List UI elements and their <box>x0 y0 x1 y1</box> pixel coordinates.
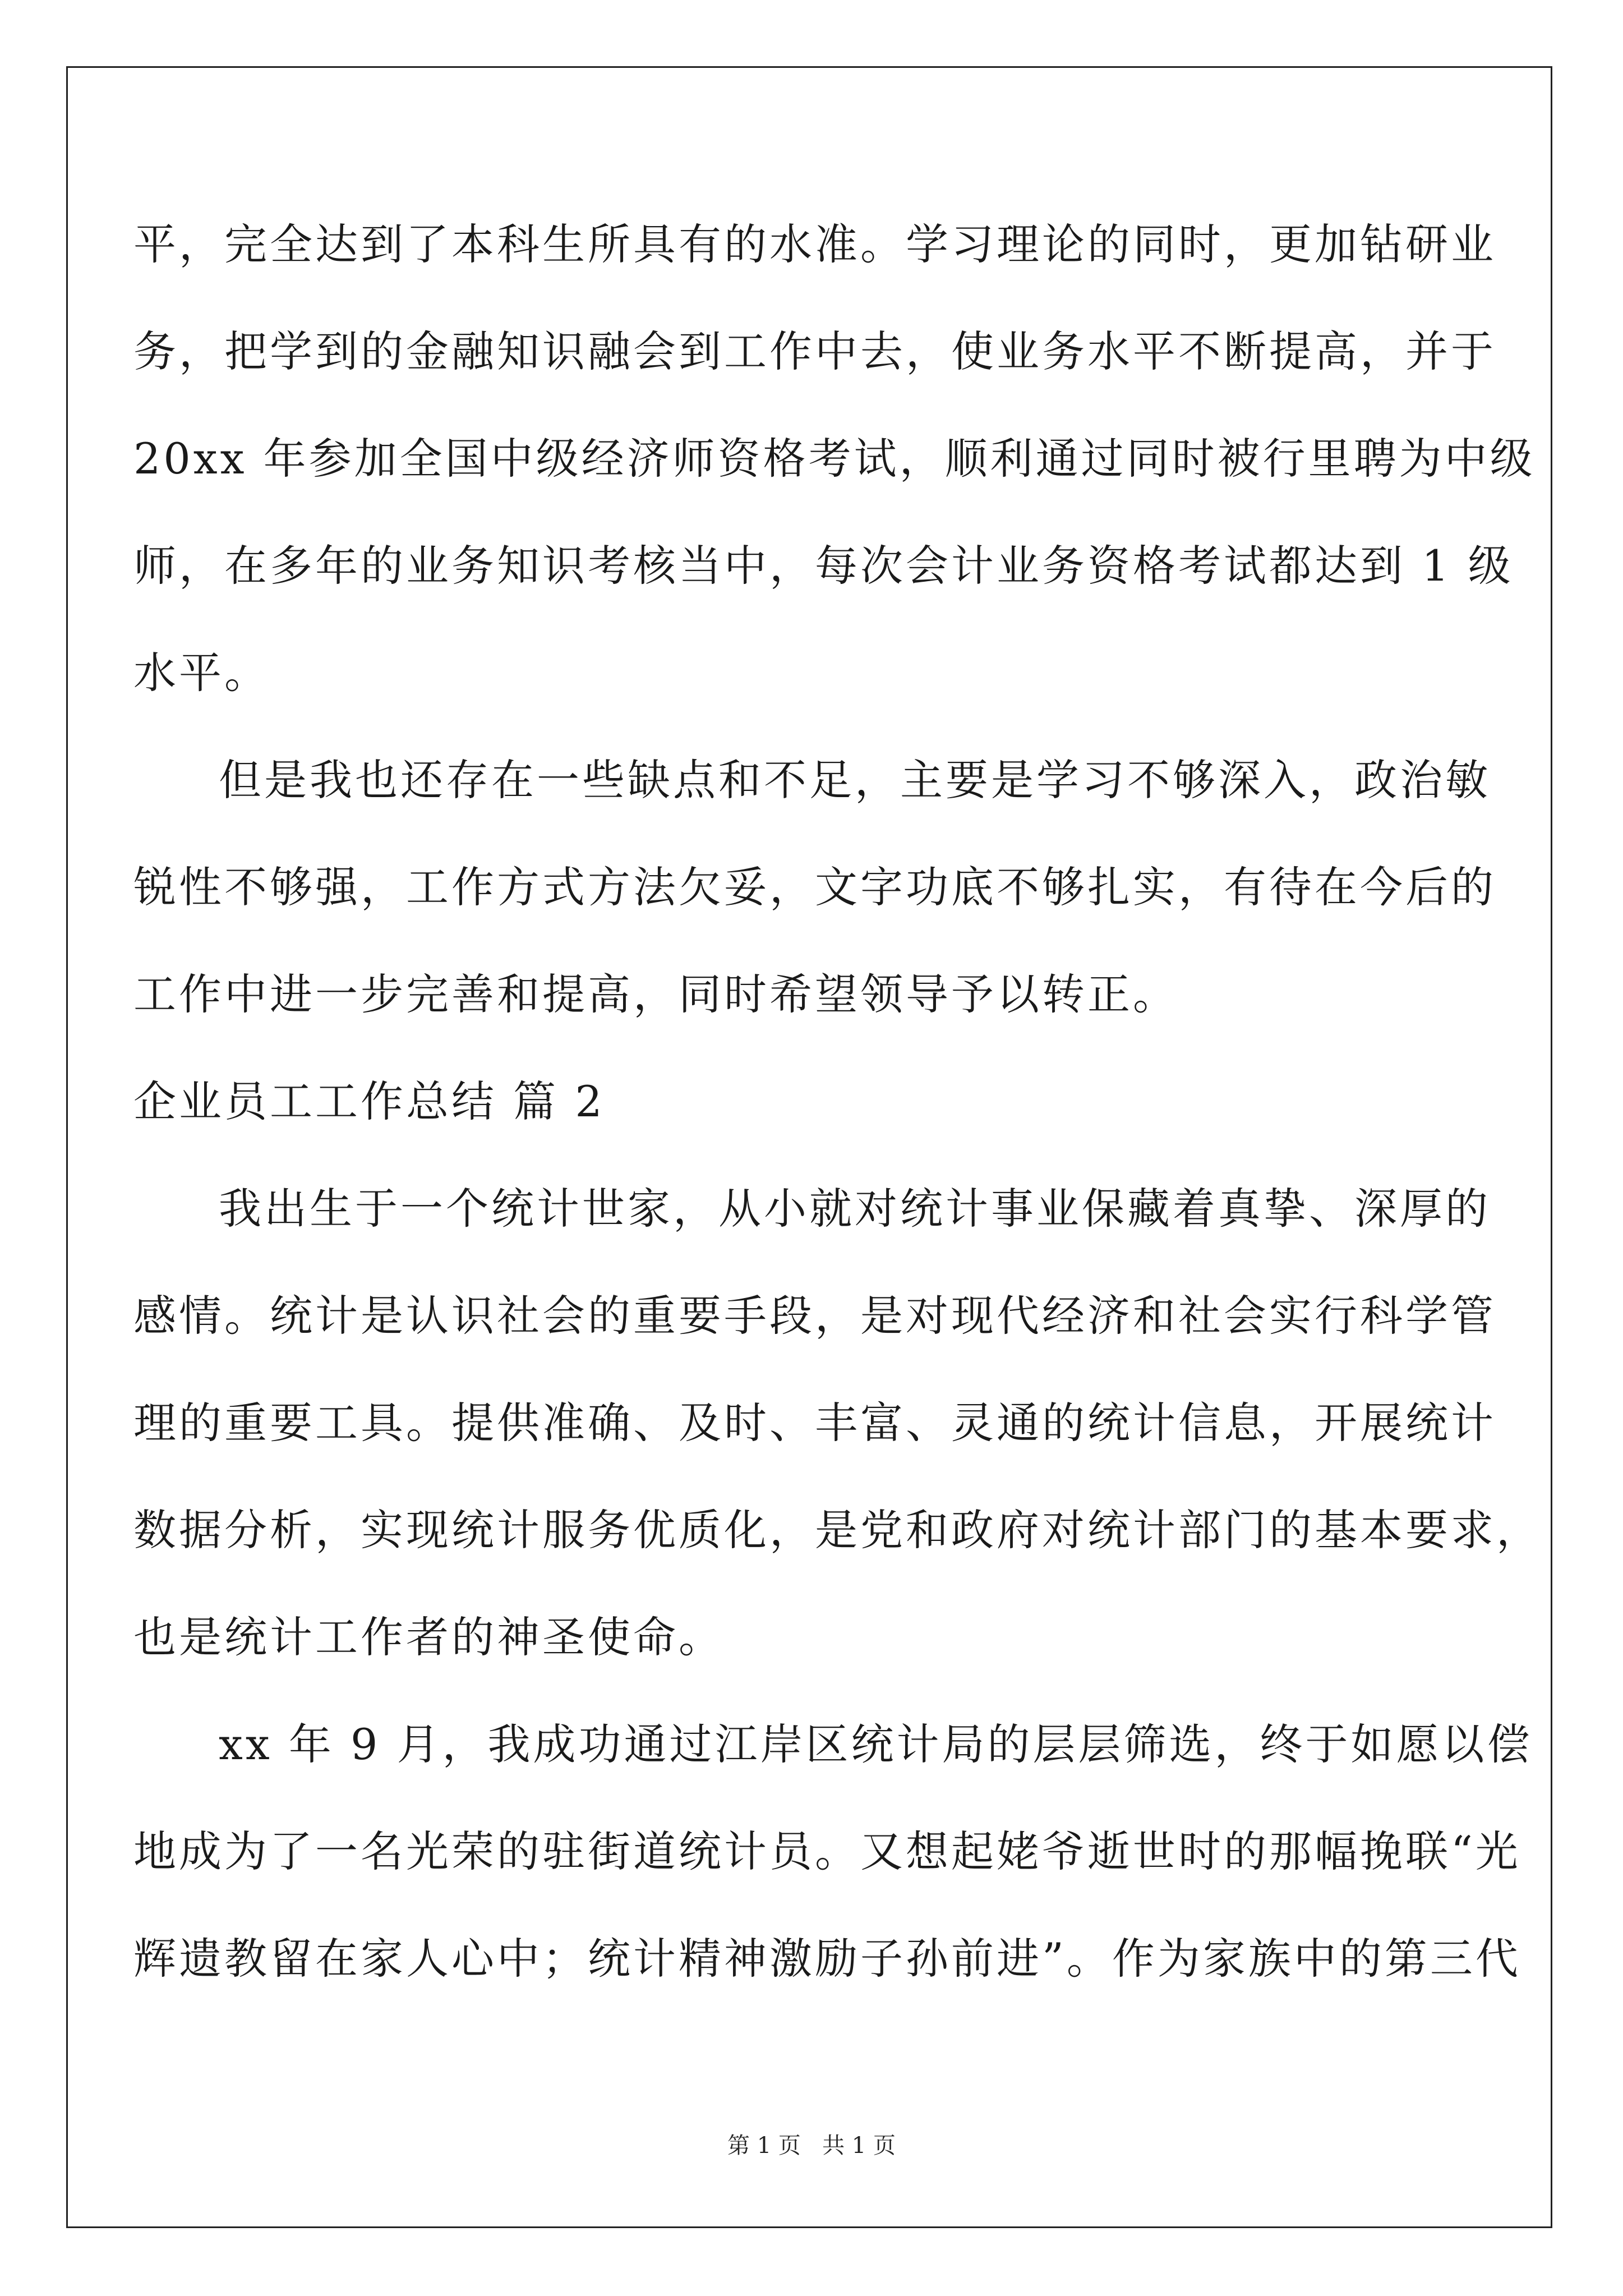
paragraph-first-line: xx 年 9 月，我成功通过江岸区统计局的层层筛选，终于如愿以偿 <box>219 1719 1533 1769</box>
text-line: 水平。 <box>133 648 270 698</box>
text-line: 感情。统计是认识社会的重要手段，是对现代经济和社会实行科学管 <box>133 1291 1496 1341</box>
text-line: 数据分析，实现统计服务优质化，是党和政府对统计部门的基本要求， <box>133 1505 1542 1555</box>
text-line: 工作中进一步完善和提高，同时希望领导予以转正。 <box>133 969 1178 1019</box>
text-line: 务，把学到的金融知识融会到工作中去，使业务水平不断提高，并于 <box>133 326 1496 376</box>
text-line: 理的重要工具。提供准确、及时、丰富、灵通的统计信息，开展统计 <box>133 1398 1496 1448</box>
text-line: 锐性不够强，工作方式方法欠妥，文字功底不够扎实，有待在今后的 <box>133 862 1496 912</box>
paragraph-first-line: 但是我也还存在一些缺点和不足，主要是学习不够深入，政治敏 <box>219 755 1491 805</box>
text-line: 师，在多年的业务知识考核当中，每次会计业务资格考试都达到 1 级 <box>133 541 1514 591</box>
text-line: 也是统计工作者的神圣使命。 <box>133 1612 724 1662</box>
text-line: 辉遗教留在家人心中；统计精神激励子孙前进”。作为家族中的第三代 <box>133 1934 1521 1984</box>
document-body <box>133 191 1542 2012</box>
section-heading: 企业员工工作总结 篇 2 <box>133 1076 605 1126</box>
page-footer: 第 1 页 共 1 页 <box>727 2133 896 2159</box>
text-line: 20xx 年参加全国中级经济师资格考试，顺利通过同时被行里聘为中级 <box>133 434 1536 484</box>
text-line: 平，完全达到了本科生所具有的水准。学习理论的同时，更加钻研业 <box>133 219 1496 269</box>
paragraph-first-line: 我出生于一个统计世家，从小就对统计事业保藏着真挚、深厚的 <box>219 1184 1491 1234</box>
text-line: 地成为了一名光荣的驻街道统计员。又想起姥爷逝世时的那幅挽联“光 <box>133 1826 1521 1876</box>
